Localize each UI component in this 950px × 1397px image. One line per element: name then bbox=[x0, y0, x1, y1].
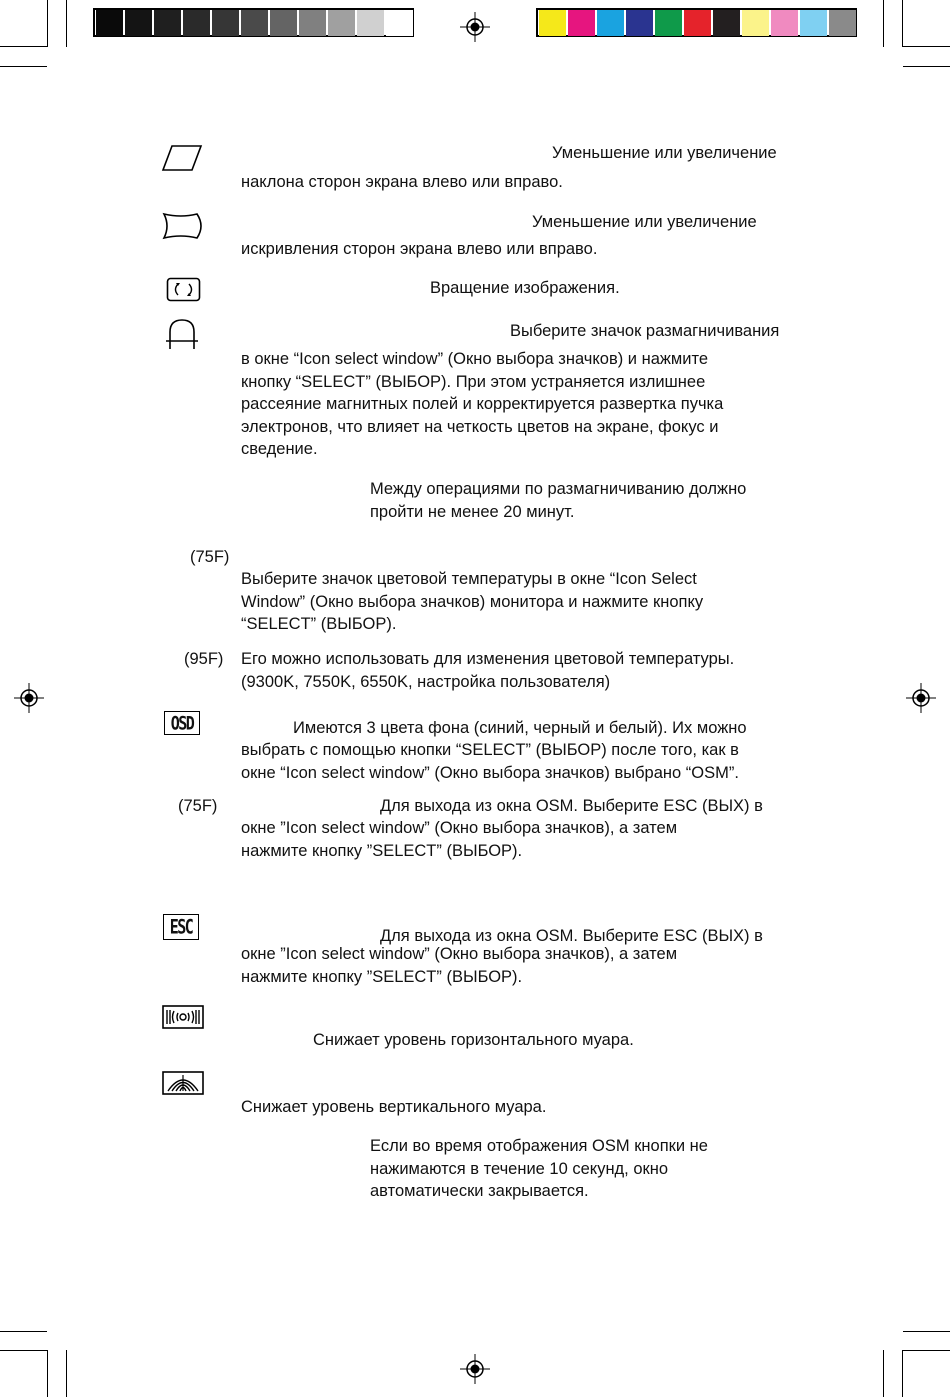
parallelogram-icon bbox=[161, 143, 203, 173]
text-line: нажмите кнопку ”SELECT” (ВЫБОР). bbox=[241, 841, 523, 860]
degauss-description bbox=[241, 348, 723, 461]
crop-mark bbox=[883, 0, 884, 47]
tilt-description-end: наклона сторон экрана влево или вправо. bbox=[241, 173, 563, 191]
model-label-95f: (95F) bbox=[184, 650, 224, 668]
color-swatch bbox=[183, 10, 210, 36]
text-line: Его можно использовать для изменения цветовой температуры. bbox=[241, 650, 735, 668]
registration-mark-icon bbox=[460, 1354, 490, 1384]
color-swatch bbox=[655, 10, 682, 36]
registration-mark-icon bbox=[14, 683, 44, 713]
color-temp-95f-description bbox=[241, 648, 734, 693]
text-line: кнопку “SELECT” (ВЫБОР). При этом устраняется излишнее bbox=[241, 372, 706, 391]
esc-icon-label: ESC bbox=[169, 915, 193, 939]
text-line: в окне “Icon select window” (Окно выбора значков) и нажмите bbox=[241, 350, 709, 368]
crop-mark bbox=[883, 1350, 884, 1397]
crop-mark bbox=[902, 1350, 903, 1397]
degauss-note bbox=[370, 478, 746, 523]
text-line: Window” (Окно выбора значков) монитора и нажмите кнопку bbox=[241, 592, 704, 611]
text-line: электронов, что влияет на четкость цветов на экране, фокус и bbox=[241, 417, 719, 436]
esc-description bbox=[241, 943, 677, 988]
crop-mark bbox=[0, 1350, 47, 1351]
color-swatch bbox=[154, 10, 181, 36]
esc-icon bbox=[163, 914, 199, 940]
color-swatch bbox=[771, 10, 798, 36]
vertical-moire-description: Снижает уровень вертикального муара. bbox=[241, 1098, 547, 1116]
text-line: выбрать с помощью кнопки “SELECT” (ВЫБОР) после того, как в bbox=[241, 741, 739, 759]
crop-mark bbox=[903, 1331, 950, 1332]
text-line: Между операциями по размагничиванию должно bbox=[370, 480, 747, 498]
crop-mark bbox=[66, 1350, 67, 1397]
tilt-description-start: Уменьшение или увеличение bbox=[552, 144, 777, 162]
text-line: рассеяние магнитных полей и корректируется развертка пучка bbox=[241, 395, 724, 413]
rotation-description: Вращение изображения. bbox=[430, 279, 620, 297]
horizontal-moire-icon bbox=[162, 1005, 204, 1029]
text-line: сведение. bbox=[241, 440, 318, 458]
esc-description-start: Для выхода из окна OSM. Выберите ESC (ВЫХ) в bbox=[380, 927, 763, 945]
color-swatch bbox=[328, 10, 355, 36]
registration-mark-icon bbox=[906, 683, 936, 713]
crop-mark bbox=[0, 46, 47, 47]
crop-mark bbox=[903, 66, 950, 67]
text-line: Выберите значок цветовой температуры в окне “Icon Select bbox=[241, 570, 697, 588]
text-line: Если во время отображения OSM кнопки не bbox=[370, 1137, 708, 1155]
text-line: нажимаются в течение 10 секунд, окно bbox=[370, 1159, 669, 1178]
crop-mark bbox=[47, 1350, 48, 1397]
color-swatch bbox=[713, 10, 740, 36]
osd-icon-label: OSD bbox=[170, 711, 194, 735]
timeout-note bbox=[370, 1135, 708, 1203]
osd-description bbox=[241, 739, 739, 784]
crop-mark bbox=[47, 0, 48, 47]
color-swatch bbox=[125, 10, 152, 36]
color-swatch bbox=[357, 10, 384, 36]
osd-icon bbox=[164, 711, 200, 735]
text-line: “SELECT” (ВЫБОР). bbox=[241, 615, 397, 633]
color-swatch bbox=[684, 10, 711, 36]
color-swatch bbox=[270, 10, 297, 36]
color-swatch bbox=[597, 10, 624, 36]
color-swatch bbox=[241, 10, 268, 36]
color-swatch bbox=[829, 10, 856, 36]
rotation-icon bbox=[166, 277, 202, 303]
crop-mark bbox=[0, 1331, 47, 1332]
pincushion-description-start: Уменьшение или увеличение bbox=[532, 213, 757, 231]
color-swatch bbox=[742, 10, 769, 36]
text-line: автоматически закрывается. bbox=[370, 1182, 589, 1200]
registration-mark-icon bbox=[460, 12, 490, 42]
model-label-75f-exit: (75F) bbox=[178, 797, 218, 815]
model-label-75f: (75F) bbox=[190, 548, 230, 566]
text-line: пройти не менее 20 минут. bbox=[370, 502, 575, 521]
color-swatch bbox=[299, 10, 326, 36]
color-swatch bbox=[800, 10, 827, 36]
color-swatch bbox=[626, 10, 653, 36]
exit-75f-description-start: Для выхода из окна OSM. Выберите ESC (ВЫХ) в bbox=[380, 797, 763, 815]
color-swatch bbox=[96, 10, 123, 36]
horizontal-moire-description: Снижает уровень горизонтального муара. bbox=[313, 1031, 634, 1049]
color-swatch bbox=[568, 10, 595, 36]
degauss-description-start: Выберите значок размагничивания bbox=[510, 322, 780, 340]
degauss-magnet-icon bbox=[165, 316, 201, 352]
osd-description-start: Имеются 3 цвета фона (синий, черный и белый). Их можно bbox=[293, 719, 747, 737]
crop-mark bbox=[903, 1350, 950, 1351]
text-line: окне ”Icon select window” (Окно выбора значков), а затем bbox=[241, 819, 678, 837]
text-line: окне ”Icon select window” (Окно выбора значков), а затем bbox=[241, 945, 678, 963]
vertical-moire-icon bbox=[162, 1071, 204, 1095]
pincushion-description-end: искривления сторон экрана влево или вправо. bbox=[241, 240, 598, 258]
color-swatch bbox=[539, 10, 566, 36]
crop-mark bbox=[0, 66, 47, 67]
text-line: нажмите кнопку ”SELECT” (ВЫБОР). bbox=[241, 967, 523, 986]
color-swatch bbox=[212, 10, 239, 36]
color-swatch bbox=[386, 10, 413, 36]
color-temp-75f-description bbox=[241, 568, 703, 636]
crop-mark bbox=[902, 0, 903, 47]
text-line: (9300K, 7550K, 6550K, настройка пользователя) bbox=[241, 672, 611, 691]
crop-mark bbox=[903, 46, 950, 47]
pincushion-icon bbox=[161, 211, 205, 241]
exit-75f-description bbox=[241, 817, 677, 862]
text-line: окне “Icon select window” (Окно выбора значков) выбрано “OSM”. bbox=[241, 763, 739, 782]
crop-mark bbox=[66, 0, 67, 47]
